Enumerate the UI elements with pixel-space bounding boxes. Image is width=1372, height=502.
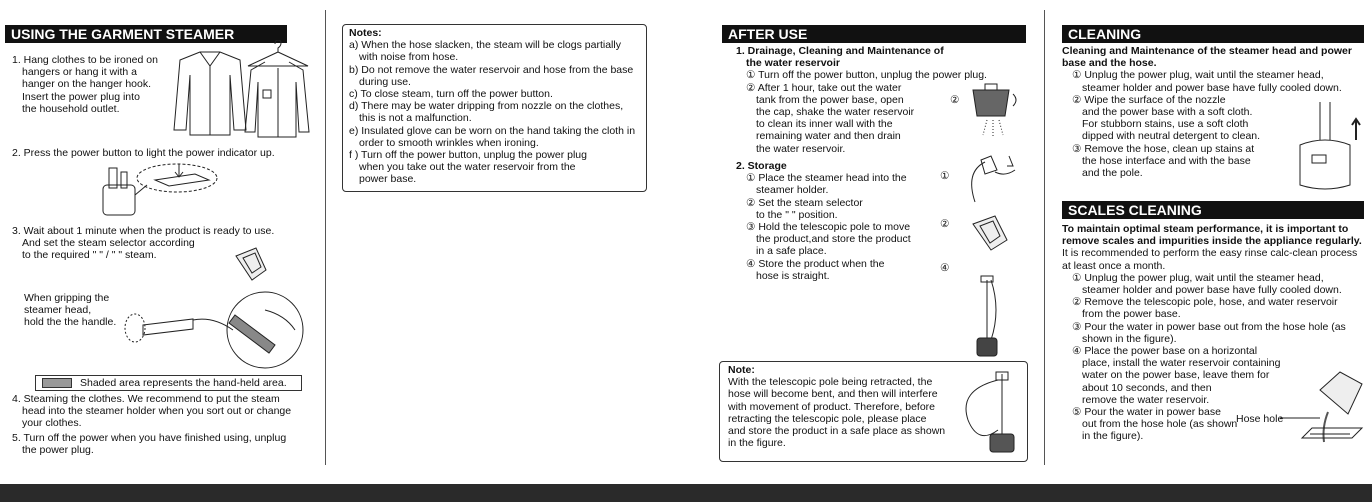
note-line: with movement of product. Therefore, before bbox=[728, 400, 935, 413]
cleaning-line: For stubborn stains, use a soft cloth bbox=[1082, 118, 1249, 131]
storage-line: to the " " position. bbox=[756, 208, 838, 221]
note-line: retracting the telescopic pole, please place bbox=[728, 412, 927, 425]
notes-line: c) To close steam, turn off the power button. bbox=[349, 88, 553, 101]
scales-intro: at least once a month. bbox=[1062, 259, 1166, 272]
step-1-line: hanger on the hanger hook. bbox=[22, 78, 152, 91]
notes-box bbox=[342, 24, 647, 192]
scales-line: in the figure). bbox=[1082, 430, 1144, 443]
cleaning-line: ① Unplug the power plug, wait until the steamer head, bbox=[1072, 69, 1324, 82]
cleaning-line: ② Wipe the surface of the nozzle bbox=[1072, 93, 1226, 106]
cleaning-title: base and the hose. bbox=[1062, 57, 1157, 70]
scales-line: steamer holder and power base have fully cooled down. bbox=[1082, 284, 1342, 297]
scales-line: remove the water reservoir. bbox=[1082, 393, 1210, 406]
grip-text bbox=[24, 292, 116, 329]
step-5-line: the power plug. bbox=[22, 444, 94, 457]
step-1-text bbox=[12, 54, 172, 115]
storage-title: 2. Storage bbox=[736, 160, 787, 172]
cleaning-line: dipped with neutral detergent to clean. bbox=[1082, 130, 1261, 143]
scales-line: ⑤ Pour the water in power base bbox=[1072, 406, 1221, 419]
hand-gripping-steamer-illustration bbox=[115, 290, 315, 370]
grip-line: When gripping the bbox=[24, 292, 110, 304]
storage-line: ④ Store the product when the bbox=[746, 257, 885, 270]
storage-line: steamer holder. bbox=[756, 184, 829, 197]
steamer-storage-illustration bbox=[958, 366, 1020, 456]
cleaning-line: ③ Remove the hose, clean up stains at bbox=[1072, 142, 1255, 155]
notes-line: when you take out the water reservoir from the bbox=[359, 161, 576, 174]
step-5-text bbox=[12, 432, 322, 456]
note-box bbox=[719, 361, 1028, 462]
steamer-holder-illustration bbox=[955, 152, 1025, 207]
fig-label: ② bbox=[950, 94, 960, 106]
stored-steamer-illustration bbox=[965, 270, 1010, 360]
step-3-line: And set the steam selector according bbox=[22, 237, 195, 250]
notes-line: b) Do not remove the water reservoir and hose from the base bbox=[349, 63, 634, 76]
steam-selector-dial-illustration bbox=[228, 242, 278, 282]
scales-line: water on the power base, leave them for bbox=[1082, 369, 1270, 382]
column-divider bbox=[325, 10, 326, 465]
scales-title: To maintain optimal steam performance, it is important to bbox=[1062, 223, 1349, 235]
drainage-line: remaining water and then drain bbox=[756, 130, 901, 143]
fig-label: ④ bbox=[940, 262, 950, 274]
scales-line: from the power base. bbox=[1082, 308, 1181, 321]
legend-box bbox=[35, 375, 302, 391]
notes-title: Notes: bbox=[349, 27, 382, 39]
drainage-line: the cap, shake the water reservoir bbox=[756, 106, 915, 119]
scales-line: ④ Place the power base on a horizontal bbox=[1072, 345, 1258, 358]
cleaning-line: and the power base with a soft cloth. bbox=[1082, 106, 1253, 119]
scales-line: ③ Pour the water in power base out from the hose hole (as bbox=[1072, 320, 1346, 333]
pour-water-illustration bbox=[1280, 360, 1370, 455]
drainage-line: the water reservoir. bbox=[756, 142, 846, 155]
notes-line: power base. bbox=[359, 173, 417, 186]
storage-line: ① Place the steamer head into the bbox=[746, 172, 907, 185]
scales-title: remove scales and impurities inside the appliance regularly. bbox=[1062, 235, 1362, 248]
notes-line: with noise from hose. bbox=[359, 51, 459, 64]
step-4-line: your clothes. bbox=[22, 417, 82, 430]
cleaning-line: and the pole. bbox=[1082, 167, 1143, 180]
scales-intro: It is recommended to perform the easy rinse calc-clean process bbox=[1062, 247, 1358, 260]
scales-line: ① Unplug the power plug, wait until the steamer head, bbox=[1072, 271, 1324, 284]
step-1-line: hangers or hang it with a bbox=[22, 66, 137, 79]
section-header-cleaning: CLEANING bbox=[1062, 25, 1364, 43]
scales-line: about 10 seconds, and then bbox=[1082, 381, 1212, 394]
notes-line: f ) Turn off the power button, unplug the power plug bbox=[349, 149, 587, 162]
step-1-line: the household outlet. bbox=[22, 102, 120, 115]
scales-line: shown in the figure). bbox=[1082, 332, 1177, 345]
notes-line: a) When the hose slacken, the steam will be clogs partially bbox=[349, 39, 621, 52]
drainage-line: tank from the power base, open bbox=[756, 93, 904, 106]
step-2-text: 2. Press the power button to light the power indicator up. bbox=[12, 147, 275, 159]
shaded-swatch bbox=[42, 378, 72, 388]
scales-line: out from the hose hole (as shown bbox=[1082, 418, 1238, 431]
step-1-line: Insert the power plug into bbox=[22, 90, 140, 103]
step-4-line: head into the steamer holder when you sort out or change bbox=[22, 405, 292, 418]
step-4-line: 4. Steaming the clothes. We recommend to put the steam bbox=[12, 393, 280, 405]
step-5-line: 5. Turn off the power when you have finished using, unplug bbox=[12, 432, 287, 444]
note-text bbox=[728, 364, 958, 449]
drainage-title: the water reservoir bbox=[746, 57, 840, 70]
notes-line: order to smooth wrinkles when ironing. bbox=[359, 136, 539, 149]
notes-line: during use. bbox=[359, 75, 411, 88]
storage-line: ② Set the steam selector bbox=[746, 196, 863, 209]
power-base-illustration bbox=[1290, 100, 1365, 195]
scales-line: ② Remove the telescopic pole, hose, and water reservoir bbox=[1072, 296, 1338, 309]
notes-line: d) There may be water dripping from nozzle on the clothes, bbox=[349, 100, 624, 113]
fig-label: ② bbox=[940, 218, 950, 230]
drainage-line: ② After 1 hour, take out the water bbox=[746, 81, 902, 94]
storage-line: in a safe place. bbox=[756, 245, 827, 258]
legend-text: Shaded area represents the hand-held area. bbox=[80, 377, 287, 389]
fig-label: ① bbox=[940, 170, 950, 182]
column-divider bbox=[1044, 10, 1045, 465]
selector-position-illustration bbox=[965, 210, 1020, 255]
cleaning-line: the hose interface and with the base bbox=[1082, 154, 1251, 167]
footer-bar bbox=[0, 484, 1372, 502]
notes-line: this is not a malfunction. bbox=[359, 112, 472, 125]
section-header-using: USING THE GARMENT STEAMER bbox=[5, 25, 287, 43]
storage-line: the product,and store the product bbox=[756, 233, 911, 246]
storage-line: hose is straight. bbox=[756, 269, 830, 282]
after-use-step-2 bbox=[736, 160, 966, 282]
drainage-line: ① Turn off the power button, unplug the power plug. bbox=[746, 69, 987, 82]
note-line: and store the product in a safe place as shown bbox=[728, 425, 946, 438]
note-line: in the figure. bbox=[728, 437, 786, 450]
grip-line: steamer head, bbox=[24, 304, 92, 317]
note-title: Note: bbox=[728, 364, 755, 376]
step-1-line: 1. Hang clothes to be ironed on bbox=[12, 54, 158, 66]
power-button-illustration bbox=[95, 160, 220, 220]
section-header-after-use: AFTER USE bbox=[722, 25, 1026, 43]
step-3-line: to the required " " / " " steam. bbox=[22, 249, 157, 262]
cleaning-line: steamer holder and power base have fully cooled down. bbox=[1082, 81, 1342, 94]
section-header-scales-cleaning: SCALES CLEANING bbox=[1062, 201, 1364, 219]
drainage-title: 1. Drainage, Cleaning and Maintenance of bbox=[736, 45, 944, 57]
note-line: With the telescopic pole being retracted, the bbox=[728, 376, 933, 389]
shirts-on-hangers-illustration bbox=[170, 40, 320, 140]
step-4-text bbox=[12, 393, 322, 430]
drainage-line: to clean its inner wall with the bbox=[756, 118, 893, 131]
storage-line: ③ Hold the telescopic pole to move bbox=[746, 221, 911, 234]
scales-line: place, install the water reservoir containing bbox=[1082, 357, 1281, 370]
cleaning-title: Cleaning and Maintenance of the steamer head and power bbox=[1062, 45, 1352, 57]
grip-line: hold the the handle. bbox=[24, 316, 117, 329]
water-reservoir-shake-illustration bbox=[965, 80, 1025, 140]
step-3-line: 3. Wait about 1 minute when the product is ready to use. bbox=[12, 225, 275, 237]
note-line: hose will become bent, and then will interfere bbox=[728, 388, 938, 401]
notes-line: e) Insulated glove can be worn on the hand taking the cloth in bbox=[349, 124, 636, 137]
hose-hole-label: Hose hole bbox=[1236, 413, 1284, 425]
